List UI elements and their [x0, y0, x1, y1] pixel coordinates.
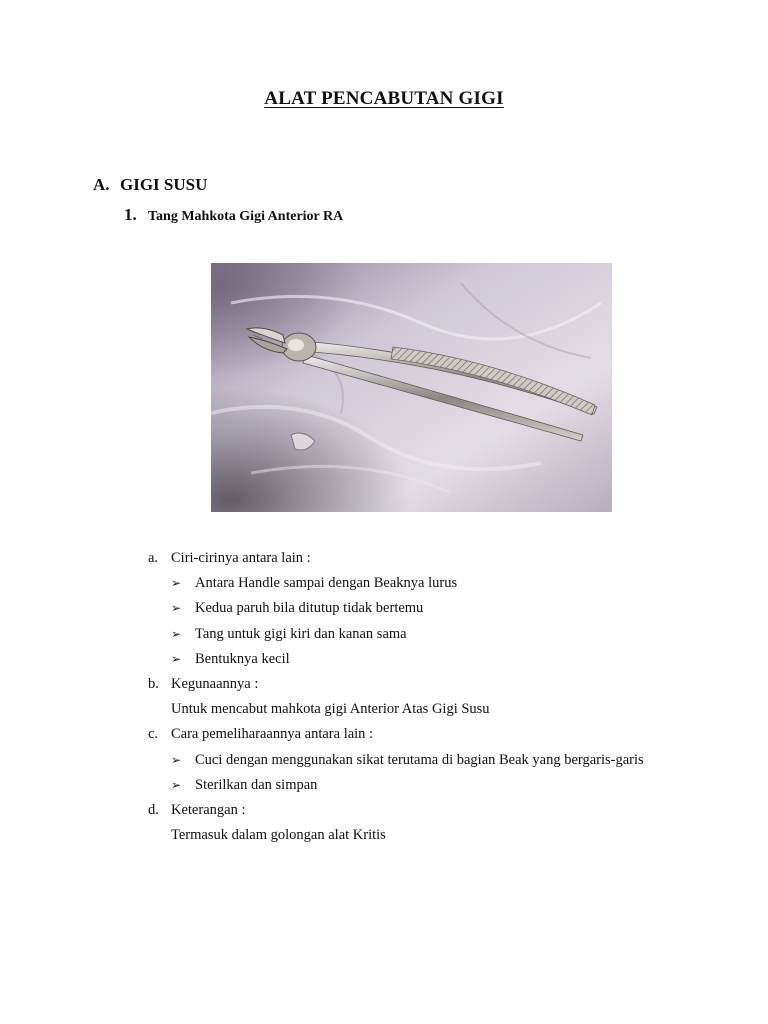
- item-text: Keterangan :: [171, 801, 246, 818]
- bullet-item: [148, 748, 728, 773]
- dental-forceps-photo: [211, 263, 612, 512]
- arrow-bullet-icon: ➢: [171, 576, 182, 591]
- item-text: Kegunaannya :: [171, 675, 259, 692]
- bullet-text: Sterilkan dan simpan: [195, 776, 318, 793]
- item-label: a.: [148, 550, 159, 566]
- page-title: ALAT PENCABUTAN GIGI: [264, 88, 504, 109]
- arrow-bullet-icon: ➢: [171, 777, 182, 792]
- bullet-item: [148, 622, 728, 647]
- section-marker: A.: [93, 175, 110, 194]
- bullet-item: [148, 571, 728, 596]
- section-heading: [93, 175, 207, 195]
- item-detail: [148, 823, 728, 848]
- list-item: [148, 546, 728, 571]
- item-label: c.: [148, 726, 159, 743]
- arrow-bullet-icon: ➢: [171, 626, 182, 641]
- bullet-item: [148, 773, 728, 798]
- detail-text: Termasuk dalam golongan alat Kritis: [171, 827, 386, 844]
- bullet-item: [148, 647, 728, 672]
- bullet-text: Cuci dengan menggunakan sikat terutama di bagian Beak yang bergaris-garis: [195, 751, 644, 768]
- bullet-text: Bentuknya kecil: [195, 650, 290, 667]
- arrow-bullet-icon: ➢: [171, 752, 182, 767]
- subsection-number: 1.: [124, 205, 137, 224]
- item-text: Ciri-cirinya antara lain :: [171, 550, 311, 566]
- list-item: [148, 722, 728, 747]
- bullet-text: Antara Handle sampai dengan Beaknya lurus: [195, 575, 458, 592]
- bullet-item: [148, 596, 728, 621]
- list-item: [148, 798, 728, 823]
- item-label: d.: [148, 801, 159, 818]
- subsection-heading: [124, 205, 343, 225]
- list-item: [148, 672, 728, 697]
- section-title: GIGI SUSU: [120, 175, 208, 194]
- item-label: b.: [148, 675, 159, 692]
- item-detail: [148, 697, 728, 722]
- bullet-text: Tang untuk gigi kiri dan kanan sama: [195, 625, 407, 642]
- arrow-bullet-icon: ➢: [171, 601, 182, 616]
- item-text: Cara pemeliharaannya antara lain :: [171, 726, 374, 743]
- bullet-text: Kedua paruh bila ditutup tidak bertemu: [195, 600, 424, 617]
- detail-text: Untuk mencabut mahkota gigi Anterior Atas Gigi Susu: [171, 701, 490, 718]
- details-list: [148, 546, 728, 848]
- forceps-photo: [211, 263, 612, 512]
- subsection-title: Tang Mahkota Gigi Anterior RA: [148, 209, 344, 224]
- arrow-bullet-icon: ➢: [171, 651, 182, 666]
